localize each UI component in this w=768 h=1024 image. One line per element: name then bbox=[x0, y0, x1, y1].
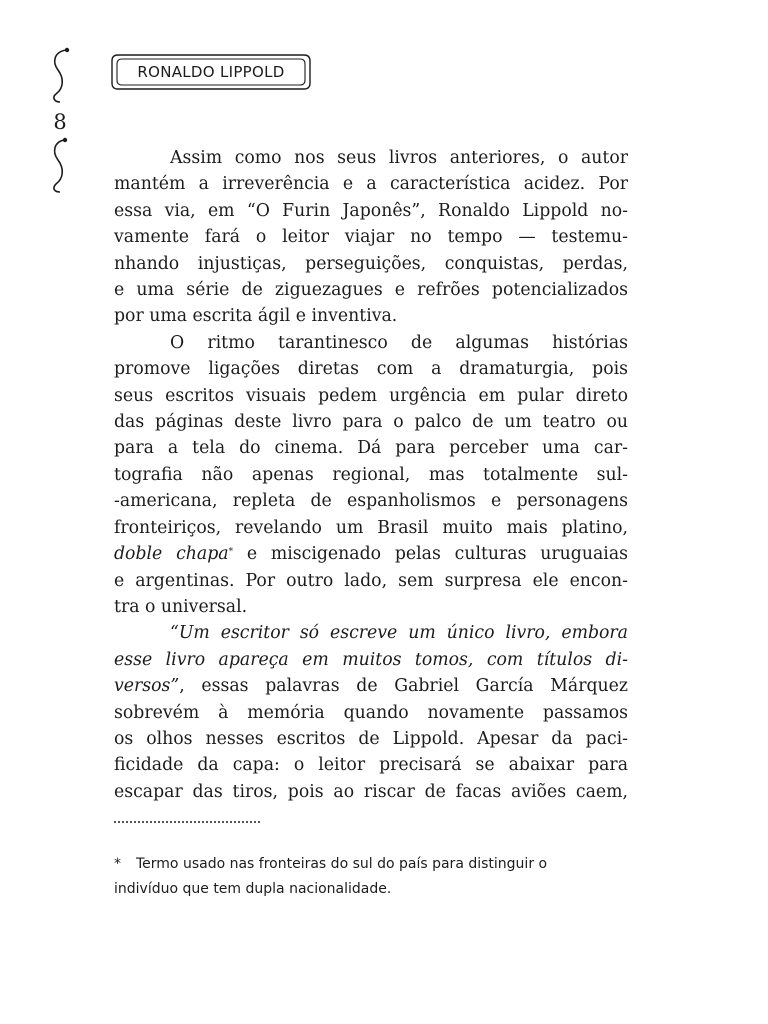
text-line: nhando injustiças, perseguições, conquistas, perdas, bbox=[114, 253, 628, 274]
text-line: -americana, repleta de espanholismos e personagens bbox=[114, 491, 628, 512]
text-line: doble chapa* e miscigenado pelas culturas uruguaias bbox=[114, 544, 628, 565]
page-number: 8 bbox=[53, 110, 67, 134]
text-line: seus escritos visuais pedem urgência em pular direto bbox=[114, 385, 628, 406]
text-line: sobrevém à memória quando novamente passamos bbox=[114, 702, 628, 723]
text-line: fronteiriços, revelando um Brasil muito mais platino, bbox=[114, 517, 628, 538]
author-name: RONALDO LIPPOLD bbox=[137, 63, 285, 81]
text-line: mantém a irreverência e a característica acidez. Por bbox=[114, 174, 628, 195]
footnote-divider bbox=[114, 821, 260, 825]
text-line: para a tela do cinema. Dá para perceber uma car- bbox=[114, 438, 628, 459]
text-line: versos”, essas palavras de Gabriel García Márquez bbox=[114, 676, 628, 697]
text-line: vamente fará o leitor viajar no tempo — testemu- bbox=[114, 227, 628, 248]
running-header bbox=[110, 53, 312, 91]
text-line: ficidade da capa: o leitor precisará se abaixar para bbox=[114, 755, 628, 776]
text-line: promove ligações diretas com a dramaturgia, pois bbox=[114, 359, 628, 380]
footnote-line: * Termo usado nas fronteiras do sul do país para distinguir o bbox=[114, 852, 628, 877]
quote-end: versos” bbox=[114, 676, 180, 697]
paragraph-2 bbox=[114, 330, 628, 620]
footnote bbox=[114, 852, 628, 902]
text-line: Assim como nos seus livros anteriores, o autor bbox=[170, 148, 628, 168]
quote-text: esse livro apareça em muitos tomos, com títulos di- bbox=[114, 649, 628, 670]
footnote-marker[interactable]: * bbox=[228, 547, 234, 558]
footnote-line: indivíduo que tem dupla nacionalidade. bbox=[114, 881, 392, 897]
paragraph-1 bbox=[114, 145, 628, 330]
text-line: os olhos nesses escritos de Lippold. Apesar da paci- bbox=[114, 728, 628, 749]
text-line: O ritmo tarantinesco de algumas histórias bbox=[170, 332, 628, 353]
text-line: e uma série de ziguezagues e refrões potencializados bbox=[114, 280, 628, 301]
text-line bbox=[114, 647, 628, 673]
footnote-mark: * bbox=[114, 856, 121, 872]
text-line: essa via, em “O Furin Japonês”, Ronaldo Lippold no- bbox=[114, 200, 628, 221]
quote-text: “Um escritor só escreve um único livro, embora bbox=[170, 623, 628, 644]
text-line bbox=[114, 620, 628, 646]
text-line: tografia não apenas regional, mas totalmente sul- bbox=[114, 464, 628, 485]
body-text bbox=[114, 145, 628, 805]
paragraph-3 bbox=[114, 620, 628, 805]
text-line: das páginas deste livro para o palco de um teatro ou bbox=[114, 412, 628, 433]
page-folio bbox=[36, 44, 84, 196]
text-line: por uma escrita ágil e inventiva. bbox=[114, 306, 398, 327]
text-line: e argentinas. Por outro lado, sem surpresa ele encon- bbox=[114, 570, 628, 591]
text-line: tra o universal. bbox=[114, 596, 248, 617]
text-line: escapar das tiros, pois ao riscar de facas aviões caem, bbox=[114, 781, 628, 802]
italic-phrase: doble chapa bbox=[114, 544, 229, 565]
